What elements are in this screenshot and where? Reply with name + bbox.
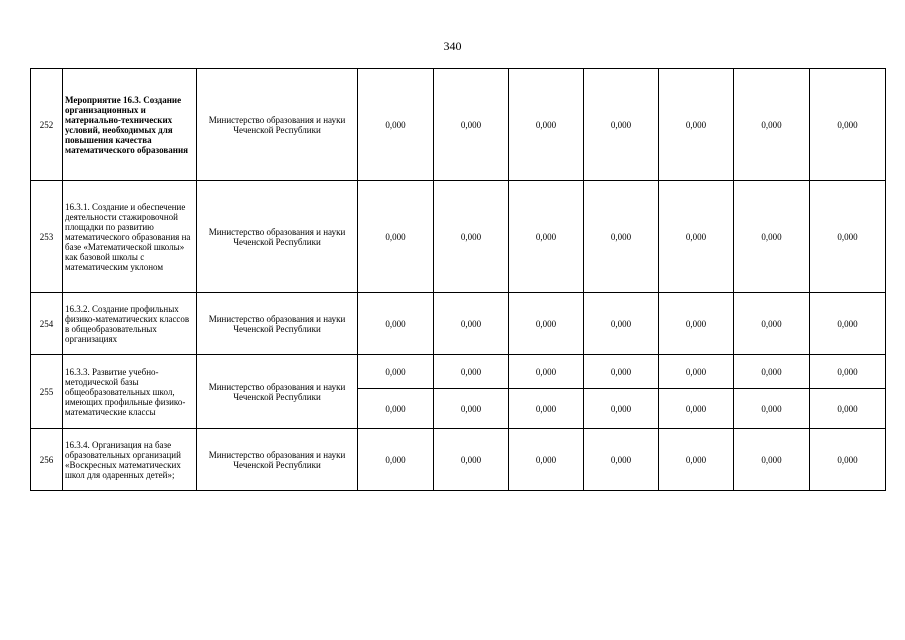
amount-cell: 0,000 <box>434 429 509 491</box>
amount-cell: 0,000 <box>734 389 810 429</box>
amount-cell: 0,000 <box>659 293 734 355</box>
amount-cell: 0,000 <box>659 355 734 389</box>
amount-cell: 0,000 <box>659 181 734 293</box>
amount-cell: 0,000 <box>358 389 434 429</box>
amount-cell: 0,000 <box>509 389 584 429</box>
amount-cell: 0,000 <box>734 293 810 355</box>
amount-cell: 0,000 <box>358 429 434 491</box>
amount-cell: 0,000 <box>509 293 584 355</box>
amount-cell: 0,000 <box>358 293 434 355</box>
responsible-org: Министерство образования и науки Чеченской Республики <box>197 181 358 293</box>
amount-cell: 0,000 <box>810 181 886 293</box>
responsible-org: Министерство образования и науки Чеченской Республики <box>197 355 358 429</box>
measure-description: 16.3.4. Организация на базе образовательных организаций «Воскресных математических школ для одаренных детей»; <box>63 429 197 491</box>
row-number: 256 <box>31 429 63 491</box>
amount-cell: 0,000 <box>358 355 434 389</box>
amount-cell: 0,000 <box>434 355 509 389</box>
responsible-org: Министерство образования и науки Чеченской Республики <box>197 429 358 491</box>
table-row <box>31 181 886 293</box>
amount-cell: 0,000 <box>434 181 509 293</box>
amount-cell: 0,000 <box>659 69 734 181</box>
amount-cell: 0,000 <box>659 429 734 491</box>
amount-cell: 0,000 <box>584 293 659 355</box>
table-row <box>31 429 886 491</box>
amount-cell: 0,000 <box>509 181 584 293</box>
amount-cell: 0,000 <box>434 389 509 429</box>
row-number: 253 <box>31 181 63 293</box>
measure-description: 16.3.1. Создание и обеспечение деятельности стажировочной площадки по развитию математического образования на базе «Математической школы» как базовой школы с математическим уклоном <box>63 181 197 293</box>
page-number: 340 <box>443 39 462 53</box>
amount-cell: 0,000 <box>810 355 886 389</box>
table-row <box>31 293 886 355</box>
amount-cell: 0,000 <box>734 355 810 389</box>
amount-cell: 0,000 <box>434 69 509 181</box>
amount-cell: 0,000 <box>509 355 584 389</box>
amount-cell: 0,000 <box>734 69 810 181</box>
responsible-org: Министерство образования и науки Чеченской Республики <box>197 69 358 181</box>
amount-cell: 0,000 <box>358 69 434 181</box>
budget-table <box>30 68 886 491</box>
amount-cell: 0,000 <box>584 69 659 181</box>
amount-cell: 0,000 <box>810 429 886 491</box>
amount-cell: 0,000 <box>584 181 659 293</box>
amount-cell: 0,000 <box>584 429 659 491</box>
amount-cell: 0,000 <box>810 69 886 181</box>
responsible-org: Министерство образования и науки Чеченской Республики <box>197 293 358 355</box>
row-number: 255 <box>31 355 63 429</box>
amount-cell: 0,000 <box>734 181 810 293</box>
row-number: 252 <box>31 69 63 181</box>
table-row <box>31 69 886 181</box>
amount-cell: 0,000 <box>659 389 734 429</box>
amount-cell: 0,000 <box>810 293 886 355</box>
table-row <box>31 355 886 389</box>
row-number: 254 <box>31 293 63 355</box>
measure-description: Мероприятие 16.3. Создание организационных и материально-технических условий, необходимых для повышения качества математического образования <box>63 69 197 181</box>
amount-cell: 0,000 <box>358 181 434 293</box>
amount-cell: 0,000 <box>584 355 659 389</box>
measure-description: 16.3.2. Создание профильных физико-математических классов в общеобразовательных организациях <box>63 293 197 355</box>
amount-cell: 0,000 <box>434 293 509 355</box>
amount-cell: 0,000 <box>734 429 810 491</box>
amount-cell: 0,000 <box>584 389 659 429</box>
amount-cell: 0,000 <box>509 69 584 181</box>
amount-cell: 0,000 <box>509 429 584 491</box>
amount-cell: 0,000 <box>810 389 886 429</box>
measure-description: 16.3.3. Развитие учебно-методической базы общеобразовательных школ, имеющих профильные физико-математические классы <box>63 355 197 429</box>
